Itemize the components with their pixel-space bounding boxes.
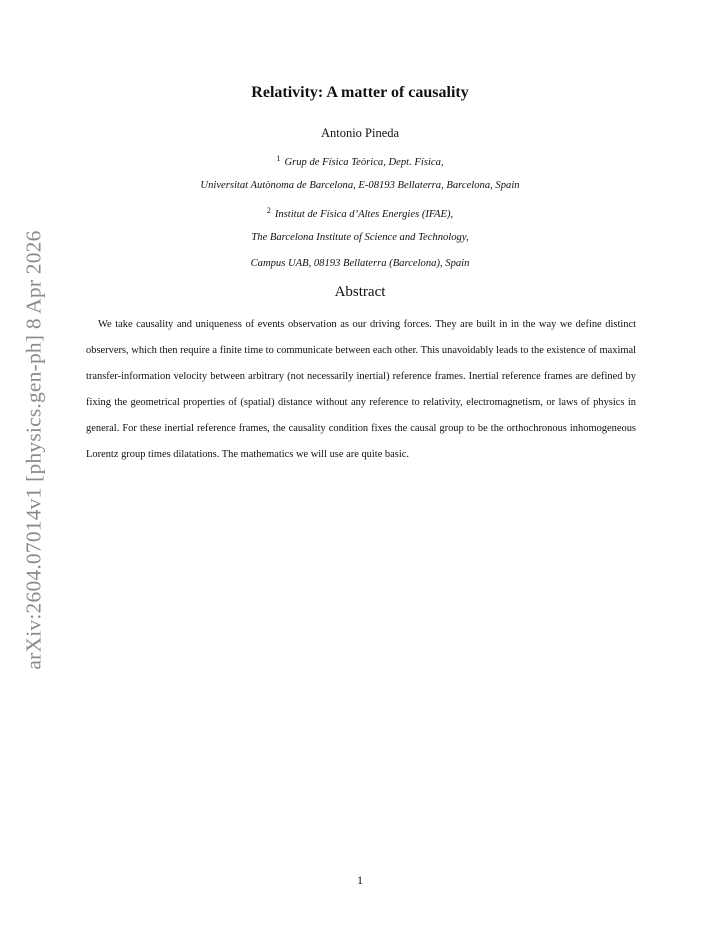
- page-number: 1: [357, 873, 363, 887]
- arxiv-identifier-stamp: arXiv:2604.07014v1 [physics.gen-ph] 8 Apr 2026: [21, 230, 46, 670]
- affiliation-line-5: [0, 258, 720, 269]
- affiliation-marker-2: 2: [266, 206, 271, 215]
- affiliation-line-3: [0, 206, 720, 220]
- affiliation-line-2: [0, 180, 720, 191]
- author-name: Antonio Pineda: [320, 126, 400, 140]
- affiliation-line-4: [0, 232, 720, 243]
- affiliation-text-1: Grup de Física Teòrica, Dept. Física,: [284, 157, 444, 168]
- affiliation-text-3: Institut de Física d’Altes Energies (IFAE),: [274, 209, 454, 220]
- abstract-heading: Abstract: [334, 284, 386, 300]
- affiliation-text-4: The Barcelona Institute of Science and Technology,: [251, 232, 469, 243]
- affiliation-line-1: [0, 154, 720, 168]
- affiliation-text-5: Campus UAB, 08193 Bellaterra (Barcelona), Spain: [250, 258, 470, 269]
- abstract-body: We take causality and uniqueness of events observation as our driving forces. They are built in in the way we define distinct observers, which then require a finite time to communicate between each other. This unavoidably leads to the existence of maximal transfer-information velocity between arbitrary (not necessarily inertial) reference frames. Inertial reference frames are defined by fixing the geometrical properties of (spatial) distance without any reference to relativity, electromagnetism, or laws of physics in general. For these inertial reference frames, the causality condition fixes the causal group to be the orthochronous inhomogeneous Lorentz group times dilatations. The mathematics we will use are quite basic.: [86, 319, 636, 460]
- affiliation-marker-1: 1: [276, 154, 281, 163]
- affiliation-text-2: Universitat Autònoma de Barcelona, E-08193 Bellaterra, Barcelona, Spain: [200, 180, 520, 191]
- paper-title: Relativity: A matter of causality: [251, 84, 469, 101]
